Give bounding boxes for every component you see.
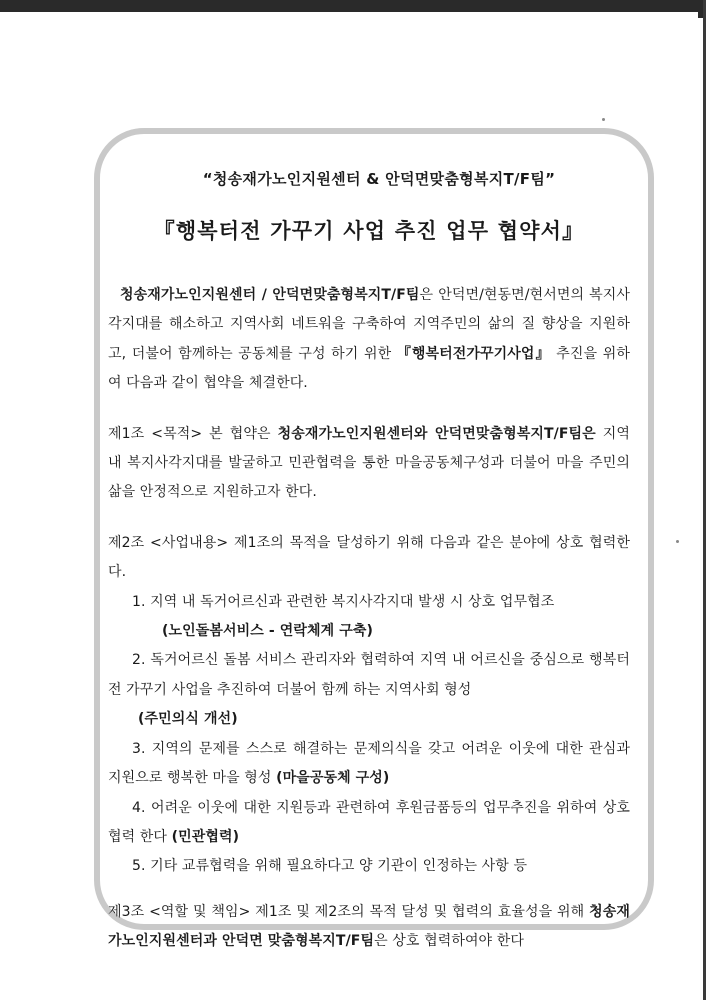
intro-parties: 청송재가노인지원센터 / 안덕면맞춤형복지T/F팀	[120, 287, 420, 303]
article-2-item: 5. 기타 교류협력을 위해 필요하다고 양 기관이 인정하는 사항 등	[132, 858, 528, 875]
article-1-parties: 청송재가노인지원센터와 안덕면맞춤형복지T/F팀은	[277, 425, 596, 442]
agreement-document	[108, 168, 630, 957]
article-2-item: 1. 지역 내 독거어르신과 관련한 복지사각지대 발생 시 상호 업무협조 (노인돌봄서비스 - 연락체계 구축)	[108, 588, 630, 647]
project-name: 『행복터전가꾸기사업』	[396, 345, 551, 362]
intro-text-end: 추진을 위하여 다음과 같이 협약을 체결한다.	[108, 345, 630, 392]
document-subtitle: “청송재가노인지원센터 & 안덕면맞춤형복지T/F팀”	[202, 170, 556, 188]
article-3-head: 제3조 <역할 및 책임> 제1조 및 제2조의 목적 달성 및 협력의 효율성을 위해	[108, 903, 590, 920]
article-2-item: 4. 어려운 이웃에 대한 지원등과 관련하여 후원금품등의 업무추진을 위하여 상호 협력 한다 (민관협력)	[108, 799, 630, 845]
item-note: (마을공동체 구성)	[276, 770, 390, 787]
item-note: (주민의식 개선)	[138, 711, 238, 728]
article-2-item: 2. 독거어르신 돌봄 서비스 관리자와 협력하여 지역 내 어르신을 중심으로 행복터전 가꾸기 사업을 추진하여 더불어 함께 하는 지역사회 형성	[108, 652, 630, 698]
item-note: (노인돌봄서비스 - 연락체계 구축)	[162, 623, 373, 640]
document-title: 『행복터전 가꾸기 사업 추진 업무 협약서』	[153, 218, 585, 243]
scan-speck	[676, 540, 679, 543]
scan-border-top	[0, 0, 706, 12]
article-1-head: 제1조 <목적> 본 협약은	[108, 425, 278, 442]
article-2	[108, 529, 630, 882]
article-3-parties: 청송재가노인지원센터과 안덕면 맞춤형복지T/F팀	[108, 903, 630, 950]
article-1-text: 지역 내 복지사각지대를 발굴하고 민관협력을 통한 마을공동체구성과 더불어 마을 주민의 삶을 안정적으로 지원하고자 한다.	[108, 425, 630, 501]
article-1	[108, 420, 630, 508]
intro-paragraph	[108, 281, 630, 399]
article-3-text: 은 상호 협력하여야 한다	[374, 933, 524, 950]
article-2-item: 3. 지역의 문제를 스스로 해결하는 문제의식을 갖고 어려운 이웃에 대한 관심과 지원으로 행복한 마을 형성 (마을공동체 구성)	[108, 740, 630, 787]
article-2-head: 제2조 <사업내용> 제1조의 목적을 달성하기 위해 다음과 같은 분야에 상호 협력한다.	[108, 534, 630, 581]
article-2-item-note	[108, 705, 630, 734]
scan-speck	[602, 118, 605, 121]
intro-text: 은 안덕면/현동면/현서면의 복지사각지대를 해소하고 지역사회 네트워을 구축하여 지역주민의 삶의 질 향상을 지원하고, 더불어 함께하는 공동체를 구성 하기 위한	[108, 287, 630, 362]
article-3	[108, 898, 630, 957]
item-note: (민관협력)	[171, 828, 240, 845]
